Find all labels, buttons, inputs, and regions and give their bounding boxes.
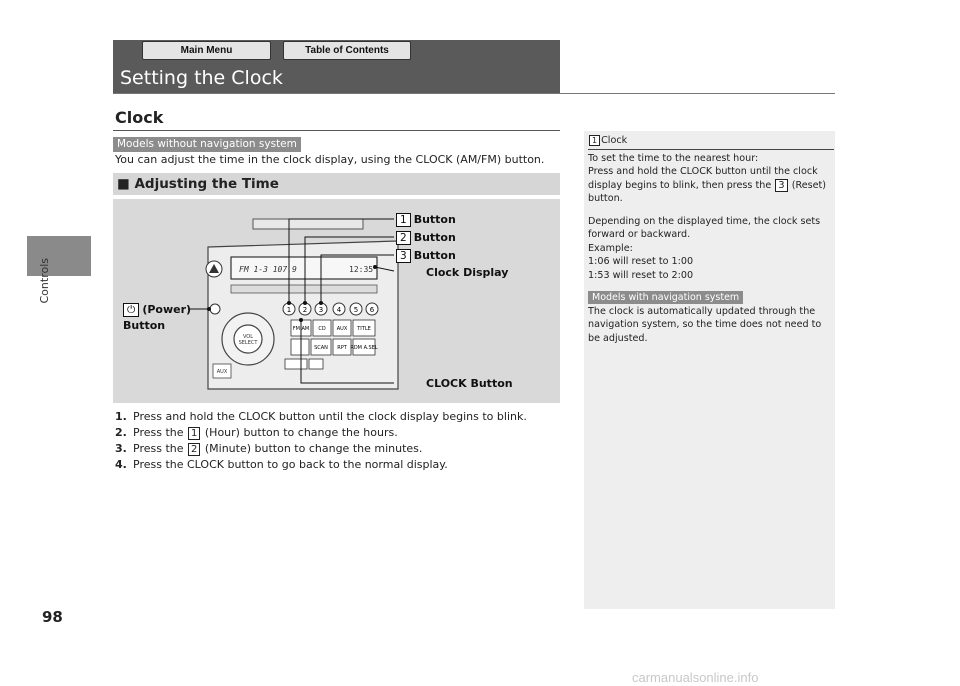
preset-label-1: 1 [286,306,292,314]
rdm-label: RDM A.SEL [350,345,378,351]
radio-display-time: 12:35 [349,265,374,274]
table-of-contents-button[interactable]: Table of Contents [283,41,411,60]
callout-power: ⏻ (Power) [123,303,191,317]
nav-models-badge: Models with navigation system [588,291,743,304]
sidebar-section-tab [27,236,91,276]
title-label: TITLE [357,326,371,332]
step-2: 2. Press the 1 (Hour) button to change the hours. [115,426,398,439]
side-note-6: 1:53 will reset to 2:00 [588,269,694,281]
header-divider [113,93,835,94]
radio-figure [113,199,560,403]
preset-label-2: 2 [302,306,308,314]
side-panel-title: Clock [601,135,628,146]
side-panel-rule [588,149,834,150]
intro-text: You can adjust the time in the clock display, using the CLOCK (AM/FM) button. [115,153,545,166]
subsection-title: ■ Adjusting the Time [117,176,279,192]
preset-label-3: 3 [318,306,324,314]
watermark: carmanualsonline.info [632,670,759,685]
side-panel-text [588,134,834,345]
cd-label: CD [318,326,326,332]
scan-label: SCAN [314,345,328,351]
radio-illustration [113,199,560,403]
side-note-5: 1:06 will reset to 1:00 [588,256,694,267]
step-1: 1. Press and hold the CLOCK button until the clock display begins to blink. [115,410,527,423]
aux-jack-label: AUX [216,369,228,375]
callout-button-3: 3 Button [396,249,456,263]
preset-label-5: 5 [353,306,359,314]
side-note-2: Press and hold the CLOCK button until the clock display begins to blink, then press the 3 (Reset) button. [588,166,827,204]
preset-label-4: 4 [336,306,342,314]
step-4: 4. Press the CLOCK button to go back to the normal display. [115,458,448,471]
vol-label: VOL [242,334,254,340]
side-note-7: The clock is automatically updated through the navigation system, so the time does not need to be adjusted. [588,305,822,344]
callout-button-2: 2 Button [396,231,456,245]
power-icon: ⏻ [123,303,139,317]
callout-power-button: Button [123,319,166,332]
bottom-button-2 [309,359,323,369]
fm-am-label: FM AM [292,326,310,332]
page-number: 98 [42,608,63,626]
side-note-1: To set the time to the nearest hour: [588,152,759,164]
step-3: 3. Press the 2 (Minute) button to change the minutes. [115,442,423,455]
callout-clock-display: Clock Display [426,266,509,279]
sidebar-section-label: Controls [38,258,51,304]
power-knob [210,304,220,314]
section-divider [113,130,560,131]
track-button [291,339,309,355]
rpt-label: RPT [337,345,347,351]
aux-label: AUX [336,326,348,332]
page-title: Setting the Clock [120,67,283,89]
section-title: Clock [115,108,164,127]
callout-clock-button: CLOCK Button [426,377,513,390]
steps-list [115,409,527,473]
cd-slot [231,285,377,293]
cd-slot-top [253,219,363,229]
side-note-4: Example: [588,242,633,254]
note-icon: 1 [589,135,600,146]
side-note-3: Depending on the displayed time, the clock sets forward or backward. [588,215,821,240]
radio-display-freq: FM 1-3 107.9 [239,265,297,274]
callout-button-1: 1 Button [396,213,456,227]
bottom-button-1 [285,359,307,369]
preset-label-6: 6 [369,306,375,314]
vol-select-label: SELECT [238,340,258,346]
main-menu-button[interactable]: Main Menu [142,41,271,60]
models-badge: Models without navigation system [113,137,301,152]
